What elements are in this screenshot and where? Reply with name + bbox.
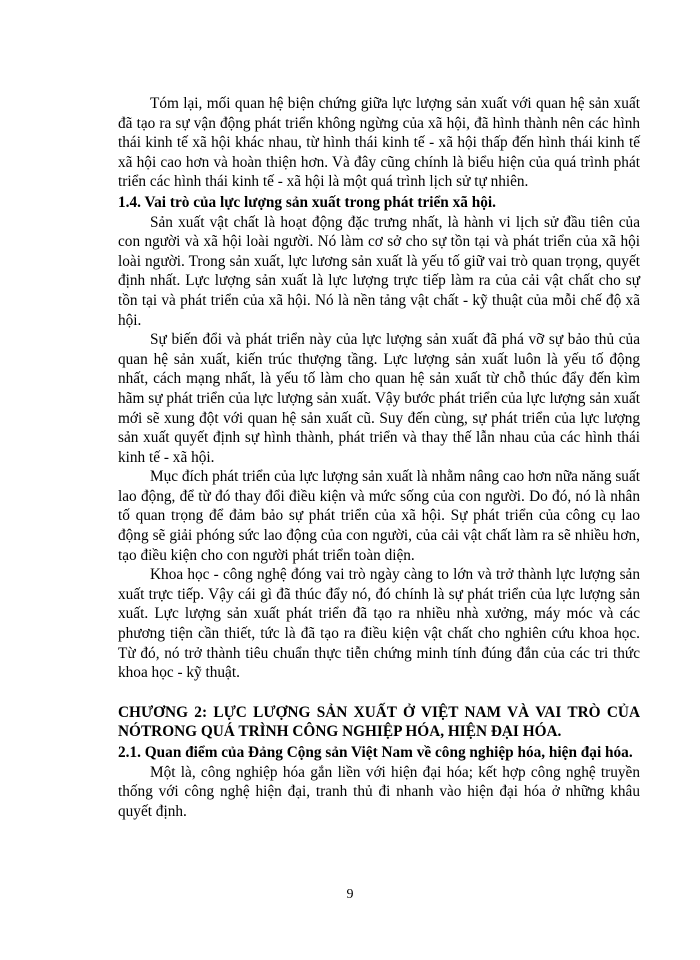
paragraph-science-technology: Khoa học - công nghệ đóng vai trò ngày càng to lớn và trở thành lực lượng sản xuất trực tiếp. Vậy cái gì đã thúc đẩy nó, đó chính là sự phát triển của lực lượng sản xuất. Lực lượng sản xuất phát triển đã tạo ra nhiều nhà xưởng, máy móc và các phương tiện cần thiết, tức là đã tạo ra điều kiện vật chất cho nghiên cứu khoa học. Từ đó, nó trở thành tiêu chuẩn thực tiễn chứng minh tính đúng đắn của các tri thức khoa học - kỹ thuật. [118, 566, 640, 682]
section-2-1-heading: 2.1. Quan điểm của Đảng Cộng sản Việt Nam về công nghiệp hóa, hiện đại hóa. [118, 744, 633, 761]
paragraph-material-production: Sản xuất vật chất là hoạt động đặc trưng nhất, là hành vi lịch sử đầu tiên của con người và xã hội loài người. Nó làm cơ sở cho sự tồn tại và phát triển của xã hội loài người. Trong sản xuất, lực lương sản xuất là yếu tố giữ vai trò quan trọng, quyết định nhất. Lực lượng sản xuất là lực lượng trực tiếp làm ra của cải vật chất cho sự tồn tại và phát triển của xã hội. Nó là nền tảng vật chất - kỹ thuật của mỗi chế độ xã hội. [118, 213, 640, 329]
summary-paragraph: Tóm lại, mối quan hệ biện chứng giữa lực lượng sản xuất với quan hệ sản xuất đã tạo ra sự vận động phát triển không ngừng của xã hội, đã hình thành nên các hình thái kinh tế xã hội khác nhau, từ hình thái kinh tế - xã hội thấp đến hình thái kinh tế xã hội cao hơn và hoàn thiện hơn. Và đây cũng chính là biểu hiện của quá trình phát triển các hình thái kinh tế - xã hội là một quá trình lịch sử tự nhiên. [118, 95, 640, 191]
paragraph-purpose: Mục đích phát triển của lực lượng sản xuất là nhằm nâng cao hơn nữa năng suất lao động, để từ đó thay đổi điều kiện và mức sống của con người. Do đó, nó là nhân tố quan trọng để đảm bảo sự phát triển của xã hội. Sự phát triển của công cụ lao động sẽ giải phóng sức lao động của con người, của cải vật chất làm ra sẽ nhiều hơn, tạo điều kiện cho con người phát triển toàn diện. [118, 468, 640, 564]
chapter-2-heading: CHƯƠNG 2: LỰC LƯỢNG SẢN XUẤT Ở VIỆT NAM VÀ VAI TRÒ CỦA NÓTRONG QUÁ TRÌNH CÔNG NGHIỆP HÓA, HIỆN ĐẠI HÓA. [118, 703, 640, 741]
paragraph-industrialization: Một là, công nghiệp hóa gắn liền với hiện đại hóa; kết hợp công nghệ truyền thống với công nghệ hiện đại, tranh thủ đi nhanh vào hiện đại hóa ở những khâu quyết định. [118, 763, 640, 820]
paragraph-transformation: Sự biến đổi và phát triển này của lực lượng sản xuất đã phá vỡ sự bảo thủ của quan hệ sản xuất, kiến trúc thượng tầng. Lực lượng sản xuất luôn là yếu tố động nhất, cách mạng nhất, là yếu tố làm cho quan hệ sản xuất từ chỗ thúc đẩy đến kìm hãm sự phát triển của lực lượng sản xuất. Vậy bước phát triển của lực lượng sản xuất mới sẽ xung đột với quan hệ sản xuất cũ. Suy đến cùng, sự phát triển của lực lượng sản xuất quyết định sự hình thành, phát triển và thay thế lẫn nhau của các hình thái kinh tế - xã hội. [118, 331, 640, 466]
section-1-4-heading: 1.4. Vai trò của lực lượng sản xuất trong phát triển xã hội. [118, 193, 496, 211]
page-number: 9 [346, 887, 354, 902]
document-page [118, 94, 640, 821]
